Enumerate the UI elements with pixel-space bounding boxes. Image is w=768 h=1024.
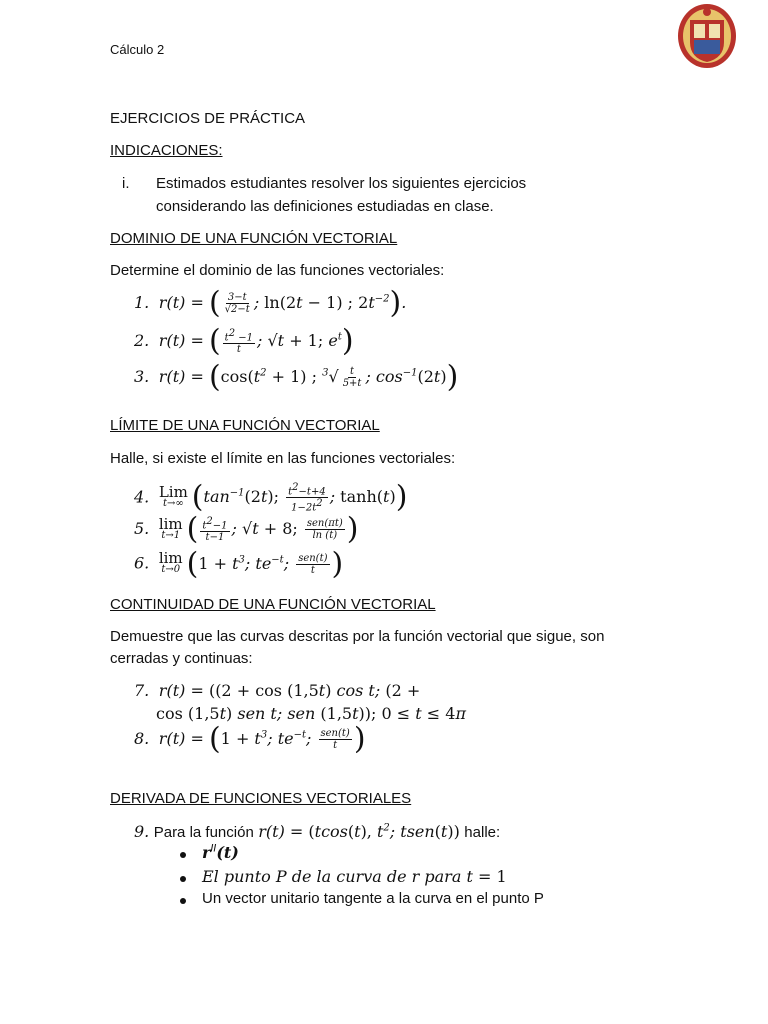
- dominio-instruction: Determine el dominio de las funciones vectoriales:: [110, 262, 445, 279]
- bullet-1-formula: $r^{ǀǀ}(t)$: [202, 843, 239, 862]
- formula: r(t) = (tcos(t), $t^2$; tsen(t)): [258, 822, 460, 841]
- formula: r(t) = ( $\frac{3-t}{√2-t}$ ; ln(2t − 1) ; $2t^{-2}$).: [153, 285, 407, 321]
- exercise-number: 4.: [134, 487, 150, 507]
- exercise-number: 2.: [134, 331, 150, 351]
- exercise-7: [134, 681, 420, 701]
- page-title: EJERCICIOS DE PRÁCTICA: [110, 110, 306, 127]
- exercise-8: [134, 721, 366, 757]
- course-header: Cálculo 2: [110, 42, 165, 57]
- indicaciones-line-1: Estimados estudiantes resolver los siguientes ejercicios: [156, 175, 527, 192]
- formula: r(t) = ( $\frac{t^2 -1}{t}$ ; √t + 1; $e^t$): [153, 323, 354, 359]
- exercise-number: 9.: [134, 822, 150, 841]
- exercise-number: 6.: [134, 553, 150, 573]
- formula: Lim t→∞ ($\tan^{-1}(2t)$; $\frac{t^2-t+4}{1-2t^2}$ ; tanh(t)): [158, 479, 408, 515]
- exercise-9-intro: Para la función: [153, 824, 254, 841]
- exercise-6: [134, 546, 344, 581]
- exercise-1: [134, 285, 407, 321]
- limite-heading: LÍMITE DE UNA FUNCIÓN VECTORIAL: [110, 417, 380, 434]
- list-marker: i.: [122, 175, 130, 192]
- exercise-9-tail: halle:: [464, 824, 501, 841]
- exercise-number: 1.: [134, 293, 150, 312]
- bullet-icon: [180, 898, 186, 904]
- university-seal-logo: [676, 2, 738, 70]
- continuidad-heading: CONTINUIDAD DE UNA FUNCIÓN VECTORIAL: [110, 596, 436, 613]
- formula: lim t→0 ($1 + t^3$; $te^{-t}$; $\frac{\text{sen(t)}}{t}$ ): [158, 546, 344, 581]
- bullet-2-formula: El punto P de la curva de r para t = 1: [202, 867, 507, 886]
- formula: $r(t) = (1 + t^3$; $te^{-t}$; $\frac{\text{sen(t)}}{t}$ ): [153, 721, 366, 757]
- exercise-4: [134, 479, 408, 515]
- continuidad-instruction-1: Demuestre que las curvas descritas por la función vectorial que sigue, son: [110, 628, 605, 645]
- derivada-heading: DERIVADA DE FUNCIONES VECTORIALES: [110, 790, 412, 807]
- continuidad-instruction-2: cerradas y continuas:: [110, 650, 253, 667]
- bullet-icon: [180, 876, 186, 882]
- formula: cos (1,5t) sen t; sen (1,5t)); 0 ≤ t ≤ 4π: [156, 704, 466, 723]
- indicaciones-line-2: considerando las definiciones estudiadas en clase.: [156, 198, 494, 215]
- formula: lim t→1 ( $\frac{t^2-1}{t-1}$ ; √t + 8; $\frac{\text{sen(πt)}}{\ln (t)}$ ): [158, 511, 359, 547]
- exercise-7-continued: [156, 704, 466, 724]
- formula: $r(t) = (\cos(t^2 + 1)$ ; $^3$√ $\frac{t}{5+t}$ ; $\cos^{-1}(2t)$): [153, 359, 459, 395]
- bullet-icon: [180, 852, 186, 858]
- dominio-heading: DOMINIO DE UNA FUNCIÓN VECTORIAL: [110, 230, 398, 247]
- formula: r(t) = ((2 + cos (1,5t) cos t; (2 +: [153, 681, 421, 700]
- limite-instruction: Halle, si existe el límite en las funciones vectoriales:: [110, 450, 456, 467]
- exercise-number: 3.: [134, 367, 150, 386]
- indicaciones-heading: INDICACIONES:: [110, 142, 223, 159]
- exercise-number: 5.: [134, 519, 150, 539]
- exercise-number: 8.: [134, 729, 150, 748]
- bullet-3-text: Un vector unitario tangente a la curva en el punto P: [202, 890, 544, 907]
- exercise-5: [134, 511, 359, 547]
- exercise-3: [134, 359, 459, 395]
- exercise-9: [134, 822, 500, 842]
- exercise-number: 7.: [134, 681, 150, 700]
- exercise-2: [134, 323, 354, 359]
